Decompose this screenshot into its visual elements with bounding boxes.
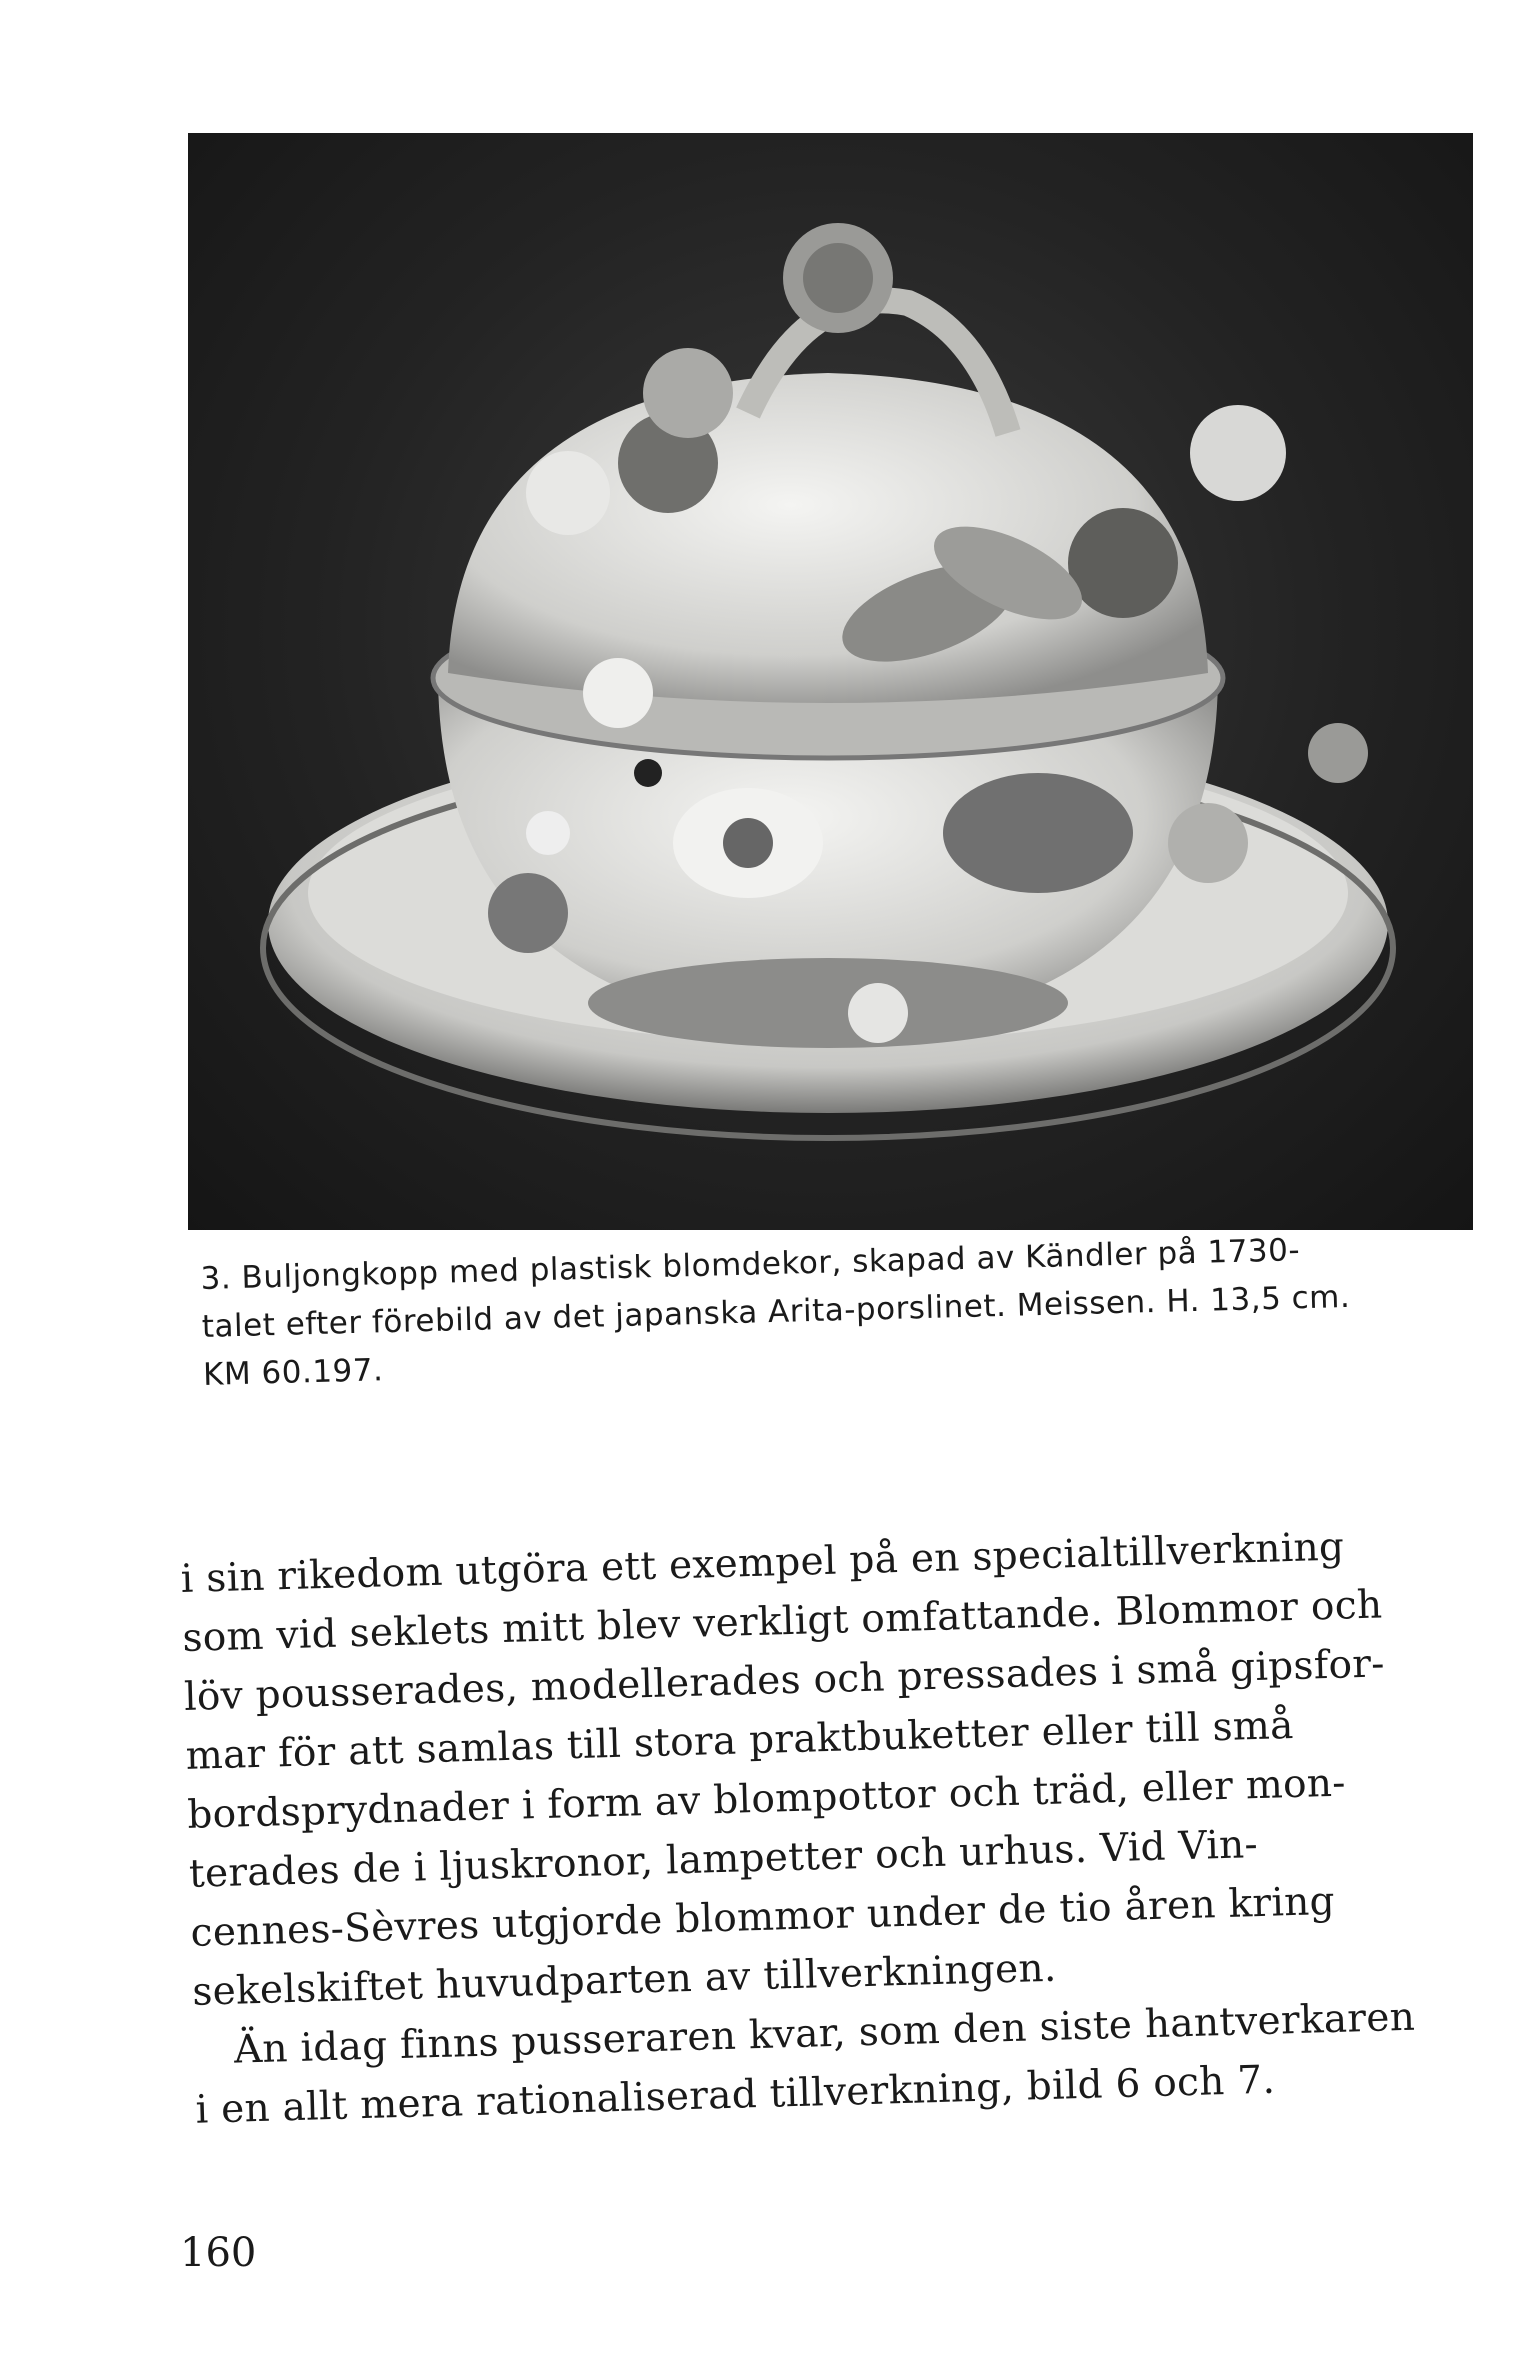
caption-line: talet efter förebild av det japanska Arita-porslinet. Meissen. H. 13,5 cm. [201, 1278, 1351, 1345]
body-line: sekelskiftet huvudparten av tillverkningen. [191, 1945, 1058, 2015]
figure-caption [200, 1225, 1351, 1399]
body-line: i sin rikedom utgöra ett exempel på en specialtillverkning [180, 1524, 1345, 1602]
caption-line: 3. Buljongkopp med plastisk blomdekor, skapad av Kändler på 1730- [200, 1232, 1301, 1297]
body-line: terades de i ljuskronor, lampetter och urhus. Vid Vin- [188, 1822, 1259, 1897]
body-line: i en allt mera rationaliserad tillverkning, bild 6 och 7. [195, 2057, 1276, 2133]
body-line: Än idag finns pusseraren kvar, som den siste hantverkaren [233, 1994, 1416, 2073]
porcelain-tureen-photo [188, 133, 1473, 1230]
body-line: mar för att samlas till stora praktbuketter eller till små [185, 1702, 1295, 1779]
body-line: cennes-Sèvres utgjorde blommor under de tio åren kring [190, 1878, 1336, 1956]
page-number: 160 [180, 2230, 257, 2276]
body-line: som vid seklets mitt blev verkligt omfattande. Blommor och [181, 1582, 1383, 1661]
body-line: löv pousserades, modellerades och pressades i små gipsfor- [183, 1641, 1386, 1720]
caption-line: KM 60.197. [202, 1352, 384, 1393]
body-line: bordsprydnader i form av blompottor och träd, eller mon- [186, 1760, 1347, 1838]
body-paragraph [180, 1519, 1416, 2140]
